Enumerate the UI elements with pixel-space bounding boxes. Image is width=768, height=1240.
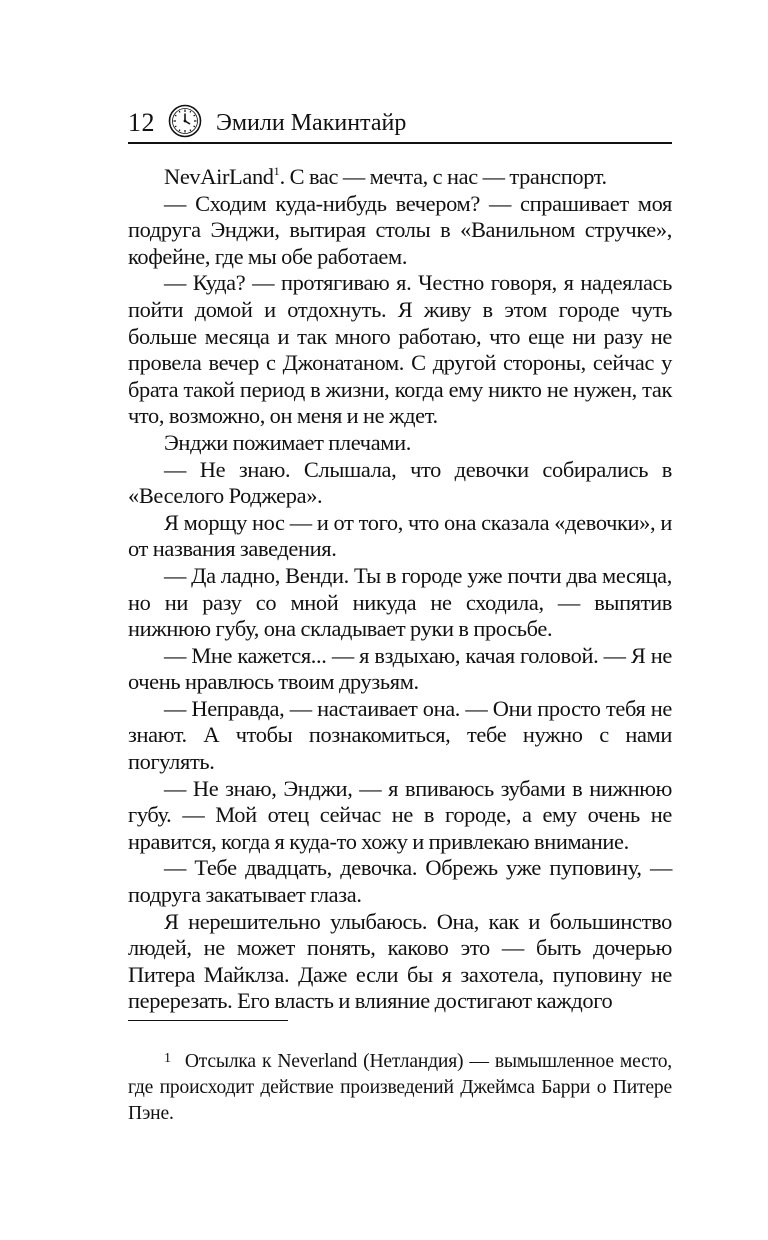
running-header (128, 104, 672, 140)
paragraph (128, 158, 672, 191)
paragraph: — Не знаю, Энджи, — я впиваюсь зубами в нижнюю губу. — Мой отец сейчас не в городе, а ему очень не нравится, когда я куда-то хожу и привлекаю внимание. (128, 775, 672, 854)
footnote-reference: 1 (273, 164, 280, 178)
paragraph: — Сходим куда-нибудь вечером? — спрашивает моя подруга Энджи, вытирая столы в «Ванильном стручке», кофейне, где мы обе работаем. (128, 190, 672, 269)
footnote (128, 1046, 672, 1127)
paragraph: — Куда? — протягиваю я. Честно говоря, я надеялась пойти домой и отдохнуть. Я живу в этом городе чуть больше месяца и так много работаю, что еще ни разу не провела вечер с Джонатаном. С другой стороны, сейчас у брата такой период в жизни, когда ему никто не нужен, так что, возможно, он меня и не ждет. (128, 270, 672, 429)
paragraph: Я морщу нос — и от того, что она сказала «девочки», и от названия заведения. (128, 509, 672, 562)
paragraph: — Мне кажется... — я вздыхаю, качая головой. — Я не очень нравлюсь твоим друзьям. (128, 642, 672, 695)
paragraph: Энджи пожимает плечами. (164, 429, 411, 455)
paragraph-text: . С вас — мечта, с нас — транспорт. (279, 164, 607, 189)
paragraph: Я нерешительно улыбаюсь. Она, как и большинство людей, не может понять, каково это — быть дочерью Питера Майклза. Даже если бы я захотела, пуповину не перерезать. Его власть и влияние достигают каждого (128, 908, 672, 1014)
footnote-mark: 1 (164, 1051, 171, 1066)
header-rule (128, 142, 672, 144)
footnote-rule (128, 1020, 288, 1021)
footnote-paragraph (128, 1046, 672, 1127)
paragraph: — Неправда, — настаивает она. — Они просто тебя не знают. А чтобы познакомиться, тебе нужно с нами погулять. (128, 695, 672, 775)
paragraph: — Тебе двадцать, девочка. Обрежь уже пуповину, — подруга закатывает глаза. (128, 855, 672, 908)
paragraph: — Да ладно, Венди. Ты в городе уже почти два месяца, но ни разу со мной никуда не сходила, — выпятив нижнюю губу, она складывает руки в просьбе. (128, 562, 672, 642)
paragraph-text: NevAirLand (164, 164, 274, 189)
clock-icon (168, 104, 202, 138)
paragraph: — Не знаю. Слышала, что девочки собирались в «Веселого Роджера». (128, 456, 672, 509)
author-name: Эмили Макинтайр (216, 110, 407, 136)
page-number: 12 (128, 108, 155, 137)
footnote-text: Отсылка к Neverland (Нетландия) — вымышленное место, где происходит действие произведений Джеймса Барри о Питере Пэне. (128, 1051, 672, 1124)
body-text (128, 158, 672, 1015)
